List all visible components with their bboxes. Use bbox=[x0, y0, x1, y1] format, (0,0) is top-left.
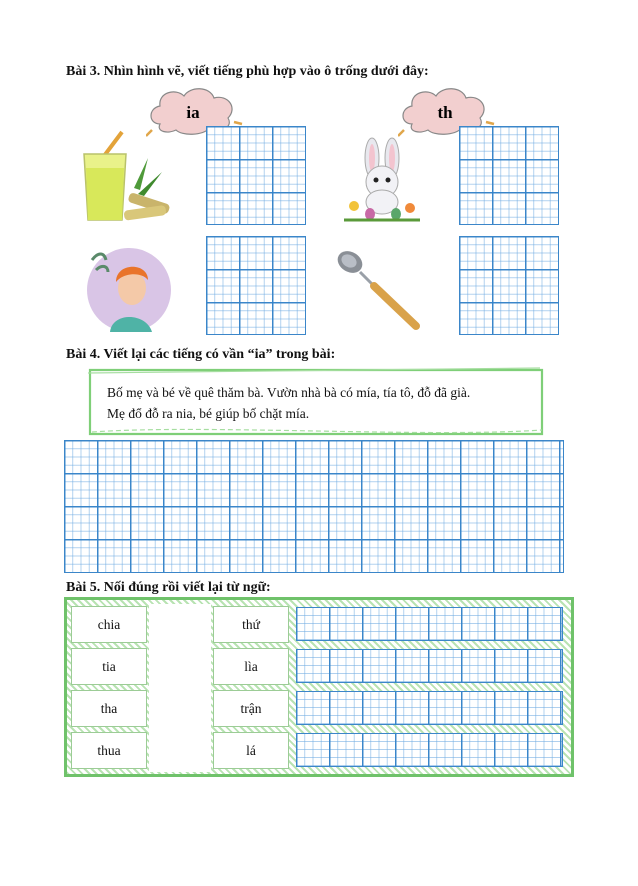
bai5-heading: Bài 5. Nối đúng rồi viết lại từ ngữ: bbox=[66, 580, 271, 595]
bai3-heading: Bài 3. Nhìn hình vẽ, viết tiếng phù hợp vào ô trống dưới đây: bbox=[66, 64, 429, 79]
right-word-3[interactable]: trận bbox=[213, 690, 289, 727]
connect-area[interactable] bbox=[149, 604, 211, 772]
left-word-3[interactable]: tha bbox=[71, 690, 147, 727]
sugarcane-juice-image bbox=[78, 128, 174, 224]
write-line-3[interactable] bbox=[296, 691, 563, 725]
passage-text bbox=[91, 372, 539, 434]
bai4-writing-grid[interactable] bbox=[64, 440, 564, 573]
write-line-4[interactable] bbox=[296, 733, 563, 767]
write-line-2[interactable] bbox=[296, 649, 563, 683]
bai4-heading: Bài 4. Viết lại các tiếng có vần “ia” trong bài: bbox=[66, 347, 336, 362]
writing-grid-4[interactable] bbox=[459, 236, 559, 335]
right-word-4[interactable]: lá bbox=[213, 732, 289, 769]
right-word-2[interactable]: lìa bbox=[213, 648, 289, 685]
cloud-ia-label: ia bbox=[186, 103, 200, 122]
matching-frame bbox=[64, 597, 574, 777]
cloud-th-label: th bbox=[437, 103, 453, 122]
man-thinking-image bbox=[82, 240, 174, 334]
left-word-4[interactable]: thua bbox=[71, 732, 147, 769]
spoon-image bbox=[330, 244, 426, 334]
right-word-1[interactable]: thứ bbox=[213, 606, 289, 643]
bunny-image bbox=[340, 136, 424, 222]
writing-grid-1[interactable] bbox=[206, 126, 306, 225]
writing-grid-2[interactable] bbox=[459, 126, 559, 225]
passage-line-2: Mẹ đổ đỗ ra nia, bé giúp bố chặt mía. bbox=[107, 406, 310, 421]
writing-grid-3[interactable] bbox=[206, 236, 306, 335]
passage-line-1: Bố mẹ và bé về quê thăm bà. Vườn nhà bà có mía, tía tô, đỗ đã già. bbox=[107, 385, 471, 400]
left-word-1[interactable]: chia bbox=[71, 606, 147, 643]
write-line-1[interactable] bbox=[296, 607, 563, 641]
left-word-2[interactable]: tia bbox=[71, 648, 147, 685]
